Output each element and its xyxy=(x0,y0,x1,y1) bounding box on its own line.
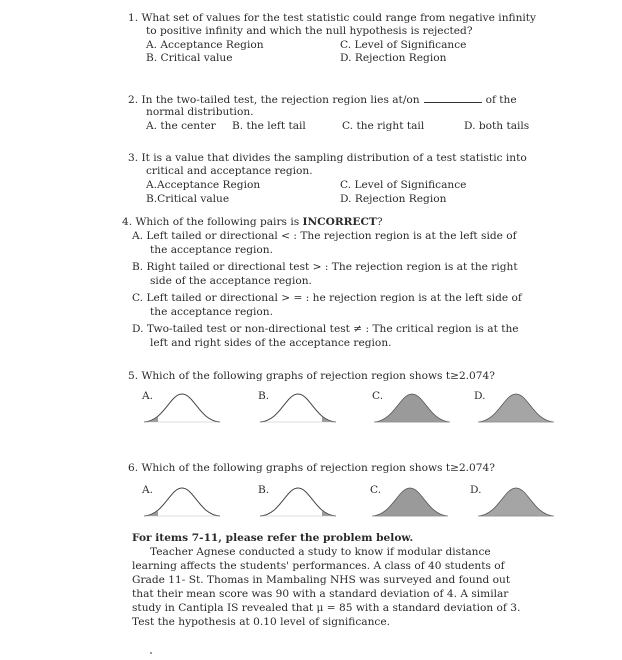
problem-line-1: Teacher Agnese conducted a study to know if modular distance xyxy=(150,546,491,558)
problem-line-5: study in Cantipla IS revealed that μ = 85 with a standard deviation of 3. xyxy=(132,602,521,614)
q6-label-b: B. xyxy=(258,484,270,496)
q5-stem: 5. Which of the following graphs of rejection region shows t≥2.074? xyxy=(128,370,495,382)
q6-label-d: D. xyxy=(470,484,482,496)
q4-option-c-line1: C. Left tailed or directional > = : he rejection region is at the left side of xyxy=(132,292,522,304)
problem-line-4: that their mean score was 90 with a standard deviation of 4. A similar xyxy=(132,588,509,600)
q5-label-b: B. xyxy=(258,390,270,402)
q1-option-b: B. Critical value xyxy=(146,52,233,64)
q6-graph-b xyxy=(258,482,338,522)
q5-graph-c xyxy=(372,388,452,428)
q5-label-c: C. xyxy=(372,390,384,402)
q4-option-a-line1: A. Left tailed or directional < : The rejection region is at the left side of xyxy=(132,230,517,242)
q5-label-d: D. xyxy=(474,390,486,402)
q2-option-d: D. both tails xyxy=(464,120,530,132)
q2-stem-line2: normal distribution. xyxy=(146,106,254,118)
q1-stem-line1: 1. What set of values for the test statistic could range from negative infinity xyxy=(128,12,537,24)
q6-label-a: A. xyxy=(142,484,154,496)
q5-graph-d xyxy=(476,388,556,428)
q5-graph-a xyxy=(142,388,222,428)
q6-graph-c xyxy=(370,482,450,522)
q6-stem: 6. Which of the following graphs of rejection region shows t≥2.074? xyxy=(128,462,495,474)
q6-graph-a xyxy=(142,482,222,522)
q6-label-c: C. xyxy=(370,484,382,496)
q2-option-c: C. the right tail xyxy=(342,120,425,132)
stray-mark xyxy=(150,652,152,654)
q4-option-b-line1: B. Right tailed or directional test > : The rejection region is at the right xyxy=(132,261,518,273)
q4-option-b-line2: side of the acceptance region. xyxy=(150,275,312,287)
q3-stem-line2: critical and acceptance region. xyxy=(146,165,313,177)
q3-option-b: B.Critical value xyxy=(146,193,230,205)
q4-option-d-line2: left and right sides of the acceptance region. xyxy=(150,337,392,349)
q1-stem-line2: to positive infinity and which the null hypothesis is rejected? xyxy=(146,25,473,37)
q6-graph-d xyxy=(476,482,556,522)
q5-label-a: A. xyxy=(142,390,154,402)
q4-option-a-line2: the acceptance region. xyxy=(150,244,273,256)
q3-option-a: A.Acceptance Region xyxy=(146,179,261,191)
q2-option-b: B. the left tail xyxy=(232,120,306,132)
q1-option-c: C. Level of Significance xyxy=(340,39,467,51)
q3-option-c: C. Level of Significance xyxy=(340,179,467,191)
problem-line-2: learning affects the students' performances. A class of 40 students of xyxy=(132,560,505,572)
problem-header: For items 7-11, please refer the problem below. xyxy=(132,532,414,544)
problem-line-3: Grade 11- St. Thomas in Mambaling NHS was surveyed and found out xyxy=(132,574,511,586)
answer-blank xyxy=(424,93,482,103)
q2-stem-line1: 2. In the two-tailed test, the rejection region lies at/on of the xyxy=(128,94,517,106)
q3-option-d: D. Rejection Region xyxy=(340,193,447,205)
q3-stem-line1: 3. It is a value that divides the sampling distribution of a test statistic into xyxy=(128,152,527,164)
q1-option-a: A. Acceptance Region xyxy=(146,39,264,51)
q1-option-d: D. Rejection Region xyxy=(340,52,447,64)
q5-graph-b xyxy=(258,388,338,428)
q2-option-a: A. the center xyxy=(146,120,216,132)
q4-stem: 4. Which of the following pairs is INCORRECT? xyxy=(122,216,383,228)
q4-option-c-line2: the acceptance region. xyxy=(150,306,273,318)
problem-line-6: Test the hypothesis at 0.10 level of significance. xyxy=(132,616,390,628)
q4-option-d-line1: D. Two-tailed test or non-directional test ≠ : The critical region is at the xyxy=(132,323,519,335)
